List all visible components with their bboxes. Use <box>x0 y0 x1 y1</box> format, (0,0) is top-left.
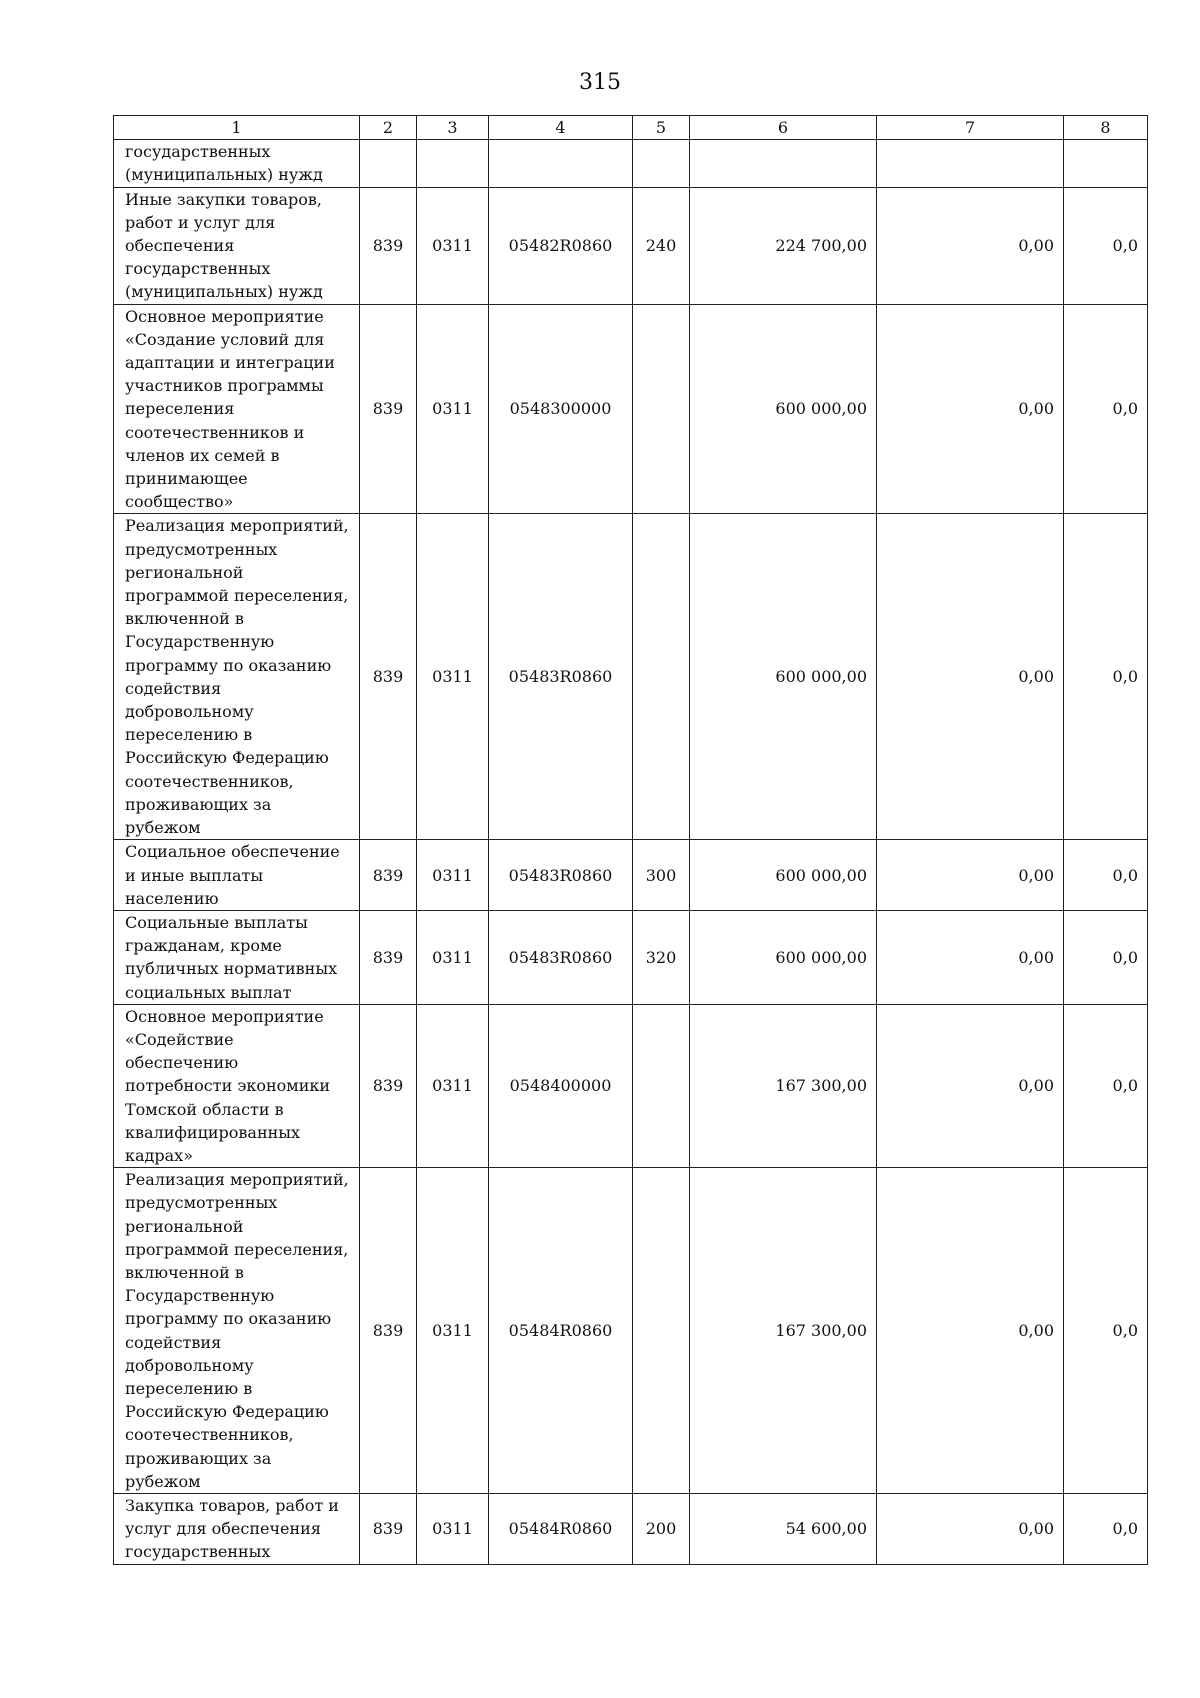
row-name-cell <box>114 140 360 187</box>
row-name-line: Иные закупки товаров, <box>125 189 322 209</box>
row-name-line: соотечественников, <box>125 771 294 791</box>
row-name-line: государственных <box>125 142 271 162</box>
row-name-line: включенной в <box>125 1262 244 1282</box>
ministry-code-cell: 839 <box>360 514 417 840</box>
target-article-cell: 05482R0860 <box>489 187 633 304</box>
row-name-line: обеспечению <box>125 1053 239 1073</box>
ministry-code-cell: 839 <box>360 910 417 1004</box>
row-name-line: Российскую Федерацию <box>125 748 329 768</box>
row-name-line: Закупка товаров, работ и <box>125 1495 339 1515</box>
amount-cell: 0,0 <box>1064 1493 1148 1564</box>
table-row <box>114 187 1148 304</box>
section-code-cell <box>417 140 489 187</box>
page-number: 315 <box>579 70 621 95</box>
amount-cell: 167 300,00 <box>690 1004 877 1167</box>
row-name-line: (муниципальных) нужд <box>125 282 323 302</box>
row-name-cell <box>114 840 360 911</box>
amount-cell: 0,00 <box>877 840 1064 911</box>
table-row <box>114 840 1148 911</box>
amount-cell: 0,00 <box>877 304 1064 514</box>
amount-cell: 0,00 <box>877 1168 1064 1494</box>
col-header-4: 4 <box>489 116 633 140</box>
section-code-cell: 0311 <box>417 840 489 911</box>
amount-cell: 0,0 <box>1064 304 1148 514</box>
row-name-line: Томской области в <box>125 1099 284 1119</box>
amount-cell: 0,00 <box>877 1493 1064 1564</box>
target-article-cell: 05484R0860 <box>489 1168 633 1494</box>
ministry-code-cell <box>360 140 417 187</box>
row-name-line: рубежом <box>125 1471 201 1491</box>
col-header-7: 7 <box>877 116 1064 140</box>
row-name-line: кадрах» <box>125 1145 193 1165</box>
row-name-line: Российскую Федерацию <box>125 1402 329 1422</box>
row-name-line: Государственную <box>125 632 275 652</box>
row-name-line: добровольному <box>125 1355 254 1375</box>
amount-cell: 0,0 <box>1064 1168 1148 1494</box>
row-name-line: сообщество» <box>125 492 234 512</box>
row-name-line: обеспечения <box>125 236 235 256</box>
row-name-line: Реализация мероприятий, <box>125 1170 349 1190</box>
table-row <box>114 514 1148 840</box>
row-name-line: Основное мероприятие <box>125 1006 324 1026</box>
row-name-cell <box>114 1168 360 1494</box>
ministry-code-cell: 839 <box>360 304 417 514</box>
ministry-code-cell: 839 <box>360 840 417 911</box>
amount-cell: 600 000,00 <box>690 514 877 840</box>
expense-type-cell: 320 <box>633 910 690 1004</box>
amount-cell: 0,0 <box>1064 840 1148 911</box>
row-name-cell <box>114 1493 360 1564</box>
row-name-line: государственных <box>125 1542 271 1562</box>
amount-cell: 600 000,00 <box>690 840 877 911</box>
row-name-line: соотечественников и <box>125 422 305 442</box>
table-row <box>114 304 1148 514</box>
row-name-line: Государственную <box>125 1286 275 1306</box>
budget-table <box>113 115 1148 1565</box>
row-name-line: членов их семей в <box>125 445 280 465</box>
ministry-code-cell: 839 <box>360 1168 417 1494</box>
row-name-line: содействия <box>125 1332 222 1352</box>
row-name-cell <box>114 1004 360 1167</box>
target-article-cell: 05483R0860 <box>489 840 633 911</box>
col-header-1: 1 <box>114 116 360 140</box>
amount-cell: 167 300,00 <box>690 1168 877 1494</box>
amount-cell: 54 600,00 <box>690 1493 877 1564</box>
row-name-line: «Создание условий для <box>125 329 325 349</box>
target-article-cell <box>489 140 633 187</box>
row-name-line: квалифицированных <box>125 1122 301 1142</box>
row-name-line: соотечественников, <box>125 1425 294 1445</box>
expense-type-cell: 300 <box>633 840 690 911</box>
col-header-6: 6 <box>690 116 877 140</box>
row-name-line: программой переселения, <box>125 586 349 606</box>
row-name-line: населению <box>125 888 219 908</box>
row-name-line: переселения <box>125 399 235 419</box>
row-name-line: программу по оказанию <box>125 655 332 675</box>
amount-cell: 0,00 <box>877 514 1064 840</box>
row-name-line: «Содействие <box>125 1029 234 1049</box>
row-name-line: участников программы <box>125 376 324 396</box>
row-name-cell <box>114 304 360 514</box>
row-name-line: публичных нормативных <box>125 959 338 979</box>
row-name-line: предусмотренных <box>125 539 278 559</box>
header-row <box>114 116 1148 140</box>
amount-cell: 0,00 <box>877 1004 1064 1167</box>
row-name-line: потребности экономики <box>125 1076 331 1096</box>
expense-type-cell <box>633 514 690 840</box>
expense-type-cell: 200 <box>633 1493 690 1564</box>
section-code-cell: 0311 <box>417 187 489 304</box>
ministry-code-cell: 839 <box>360 1493 417 1564</box>
row-name-line: (муниципальных) нужд <box>125 165 323 185</box>
amount-cell: 0,00 <box>877 910 1064 1004</box>
col-header-8: 8 <box>1064 116 1148 140</box>
row-name-line: и иные выплаты <box>125 865 264 885</box>
row-name-cell <box>114 514 360 840</box>
row-name-line: гражданам, кроме <box>125 936 282 956</box>
row-name-line: содействия <box>125 678 222 698</box>
target-article-cell: 0548400000 <box>489 1004 633 1167</box>
ministry-code-cell: 839 <box>360 187 417 304</box>
amount-cell: 0,0 <box>1064 187 1148 304</box>
amount-cell: 0,0 <box>1064 514 1148 840</box>
row-name-line: Реализация мероприятий, <box>125 516 349 536</box>
expense-type-cell <box>633 304 690 514</box>
ministry-code-cell: 839 <box>360 1004 417 1167</box>
expense-type-cell <box>633 1004 690 1167</box>
row-name-line: программу по оказанию <box>125 1309 332 1329</box>
amount-cell: 224 700,00 <box>690 187 877 304</box>
row-name-line: предусмотренных <box>125 1193 278 1213</box>
col-header-2: 2 <box>360 116 417 140</box>
row-name-line: принимающее <box>125 469 248 489</box>
target-article-cell: 05484R0860 <box>489 1493 633 1564</box>
row-name-line: Социальные выплаты <box>125 912 308 932</box>
table-row <box>114 1168 1148 1494</box>
table-row <box>114 140 1148 187</box>
section-code-cell: 0311 <box>417 1493 489 1564</box>
row-name-line: социальных выплат <box>125 982 292 1002</box>
row-name-line: добровольному <box>125 702 254 722</box>
row-name-line: проживающих за <box>125 1448 272 1468</box>
row-name-line: проживающих за <box>125 794 272 814</box>
section-code-cell: 0311 <box>417 514 489 840</box>
section-code-cell: 0311 <box>417 1004 489 1167</box>
amount-cell: 0,00 <box>877 187 1064 304</box>
expense-type-cell <box>633 140 690 187</box>
section-code-cell: 0311 <box>417 304 489 514</box>
row-name-line: адаптации и интеграции <box>125 353 335 373</box>
row-name-line: Социальное обеспечение <box>125 842 340 862</box>
row-name-line: региональной <box>125 1216 244 1236</box>
row-name-line: переселению в <box>125 725 253 745</box>
expense-type-cell: 240 <box>633 187 690 304</box>
table-row <box>114 1004 1148 1167</box>
row-name-line: Основное мероприятие <box>125 306 324 326</box>
row-name-line: включенной в <box>125 609 244 629</box>
row-name-cell <box>114 187 360 304</box>
amount-cell: 0,0 <box>1064 1004 1148 1167</box>
amount-cell <box>877 140 1064 187</box>
row-name-line: государственных <box>125 259 271 279</box>
target-article-cell: 05483R0860 <box>489 910 633 1004</box>
col-header-5: 5 <box>633 116 690 140</box>
amount-cell <box>690 140 877 187</box>
row-name-cell <box>114 910 360 1004</box>
target-article-cell: 0548300000 <box>489 304 633 514</box>
target-article-cell: 05483R0860 <box>489 514 633 840</box>
row-name-line: работ и услуг для <box>125 212 276 232</box>
row-name-line: региональной <box>125 562 244 582</box>
table-body <box>114 140 1148 1564</box>
section-code-cell: 0311 <box>417 1168 489 1494</box>
amount-cell: 0,0 <box>1064 910 1148 1004</box>
table-row <box>114 910 1148 1004</box>
row-name-line: рубежом <box>125 818 201 838</box>
amount-cell <box>1064 140 1148 187</box>
expense-type-cell <box>633 1168 690 1494</box>
col-header-3: 3 <box>417 116 489 140</box>
amount-cell: 600 000,00 <box>690 910 877 1004</box>
row-name-line: услуг для обеспечения <box>125 1519 321 1539</box>
row-name-line: программой переселения, <box>125 1239 349 1259</box>
table-row <box>114 1493 1148 1564</box>
row-name-line: переселению в <box>125 1378 253 1398</box>
amount-cell: 600 000,00 <box>690 304 877 514</box>
section-code-cell: 0311 <box>417 910 489 1004</box>
